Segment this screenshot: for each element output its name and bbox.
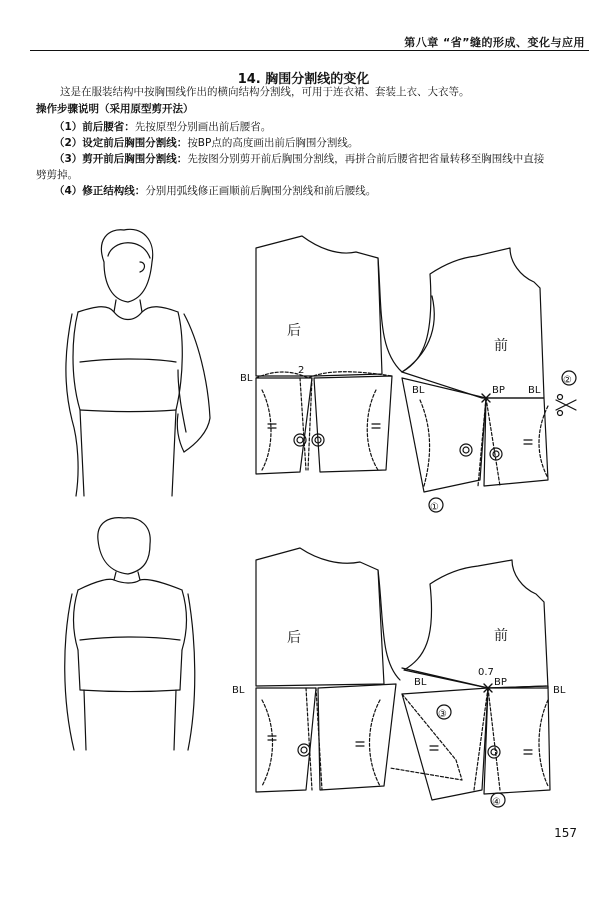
step-2-text: 按BP点的高度画出前后胸围分割线。	[187, 137, 359, 149]
step-1-label: （1）前后腰省：	[54, 121, 135, 133]
d1-front-label: 前	[494, 338, 508, 354]
step-3-label: （3）剪开前后胸围分割线：	[54, 153, 188, 165]
d2-step-4: ④	[492, 797, 501, 808]
d2-bl-right: BL	[553, 685, 566, 696]
intro-text: 这是在服装结构中按胸围线作出的横向结构分割线，可用于连衣裙、套装上衣、大衣等。	[60, 86, 470, 98]
d2-bl-left: BL	[232, 685, 245, 696]
steps-heading: 操作步骤说明（采用原型剪开法）	[36, 103, 194, 115]
d2-front-label: 前	[494, 628, 508, 644]
d1-marker-2: ②	[563, 375, 572, 386]
d1-back-label: 后	[287, 323, 301, 339]
d1-bl-mid: BL	[412, 385, 425, 396]
d1-dimension: 2	[298, 365, 305, 376]
step-4-text: 分别用弧线修正画顺前后胸围分割线和前后腰线。	[145, 185, 377, 197]
d2-step-3: ③	[438, 709, 447, 720]
d2-bp: BP	[494, 677, 507, 688]
d2-bl-mid: BL	[414, 677, 427, 688]
section-title: 14. 胸围分割线的变化	[237, 72, 370, 87]
figure-front-sketch	[66, 229, 210, 496]
figure-back-sketch	[65, 518, 195, 750]
d1-step-number: ①	[430, 502, 439, 513]
step-1-text: 先按原型分别画出前后腰省。	[134, 121, 272, 133]
d2-back-label: 后	[287, 630, 301, 646]
d2-dimension: 0.7	[478, 667, 494, 678]
chapter-title: 第八章 “省”缝的形成、变化与应用	[404, 36, 585, 49]
step-4-label: （4）修正结构线：	[54, 185, 146, 197]
page-number: 157	[554, 826, 577, 840]
step-2-label: （2）设定前后胸围分割线：	[54, 137, 188, 149]
d1-bl-left: BL	[240, 373, 253, 384]
step-3-text: 先按图分别剪开前后胸围分割线，再拼合前后腰省把省量转移至胸围线中直接	[187, 153, 545, 165]
d1-bl-right: BL	[528, 385, 541, 396]
step-3-continuation: 劈剪掉。	[36, 169, 78, 181]
d1-bp: BP	[492, 385, 505, 396]
